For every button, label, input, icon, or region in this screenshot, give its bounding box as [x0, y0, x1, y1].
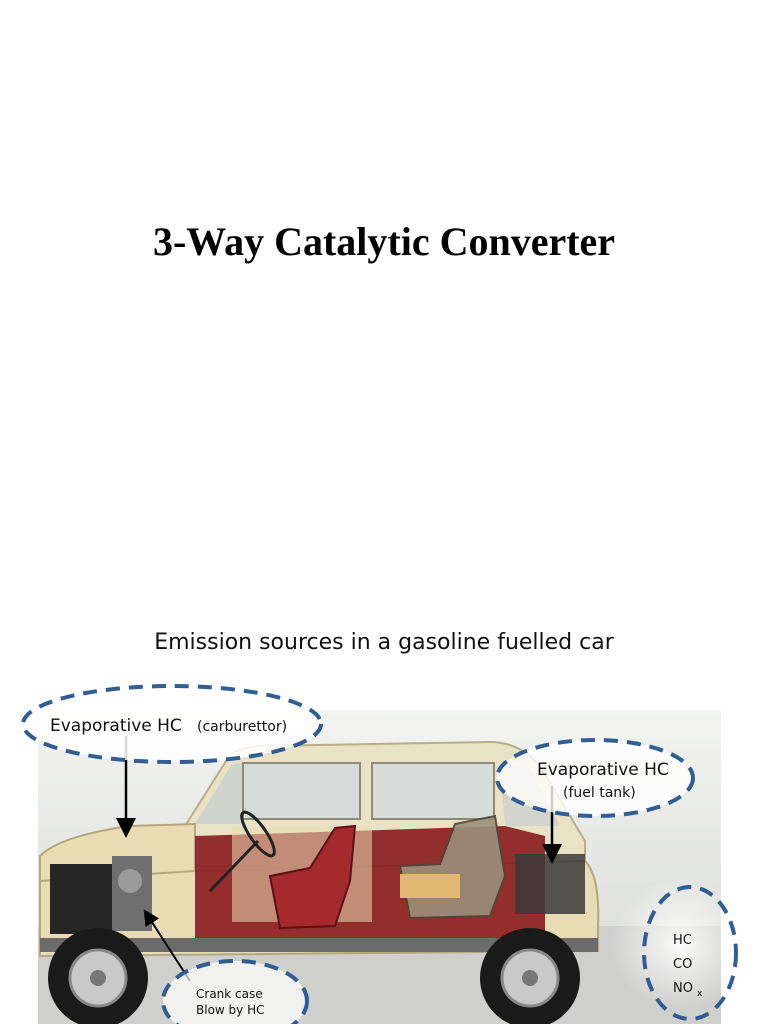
callout-crank-case-line1: Crank case: [196, 987, 263, 1001]
exhaust-nox: NO: [673, 981, 693, 996]
callout-carburettor-label: Evaporative HC: [50, 716, 182, 736]
slide-subtitle: Emission sources in a gasoline fuelled car: [154, 630, 614, 655]
slide-title: 3-Way Catalytic Converter: [152, 219, 616, 264]
side-window-front: [243, 763, 360, 819]
seat-cushion: [400, 874, 460, 898]
callout-fuel-tank-detail: (fuel tank): [563, 785, 636, 801]
car-emission-figure: [0, 676, 768, 1024]
fuel-tank: [515, 854, 585, 914]
rear-wheel: [480, 928, 580, 1024]
callout-crank-case-line2: Blow by HC: [196, 1003, 265, 1017]
side-window-rear: [372, 763, 494, 819]
exhaust-nox-subscript: x: [697, 989, 703, 999]
engine-parts: [112, 856, 152, 931]
engine-detail: [118, 869, 142, 893]
exhaust-hc: HC: [673, 933, 692, 948]
engine-block: [50, 864, 112, 934]
exhaust-co: CO: [673, 957, 693, 972]
callout-carburettor-detail: (carburettor): [197, 719, 288, 735]
car-cutaway-svg: [0, 676, 768, 1024]
front-wheel: [48, 928, 148, 1024]
callout-fuel-tank-label: Evaporative HC: [537, 760, 669, 780]
